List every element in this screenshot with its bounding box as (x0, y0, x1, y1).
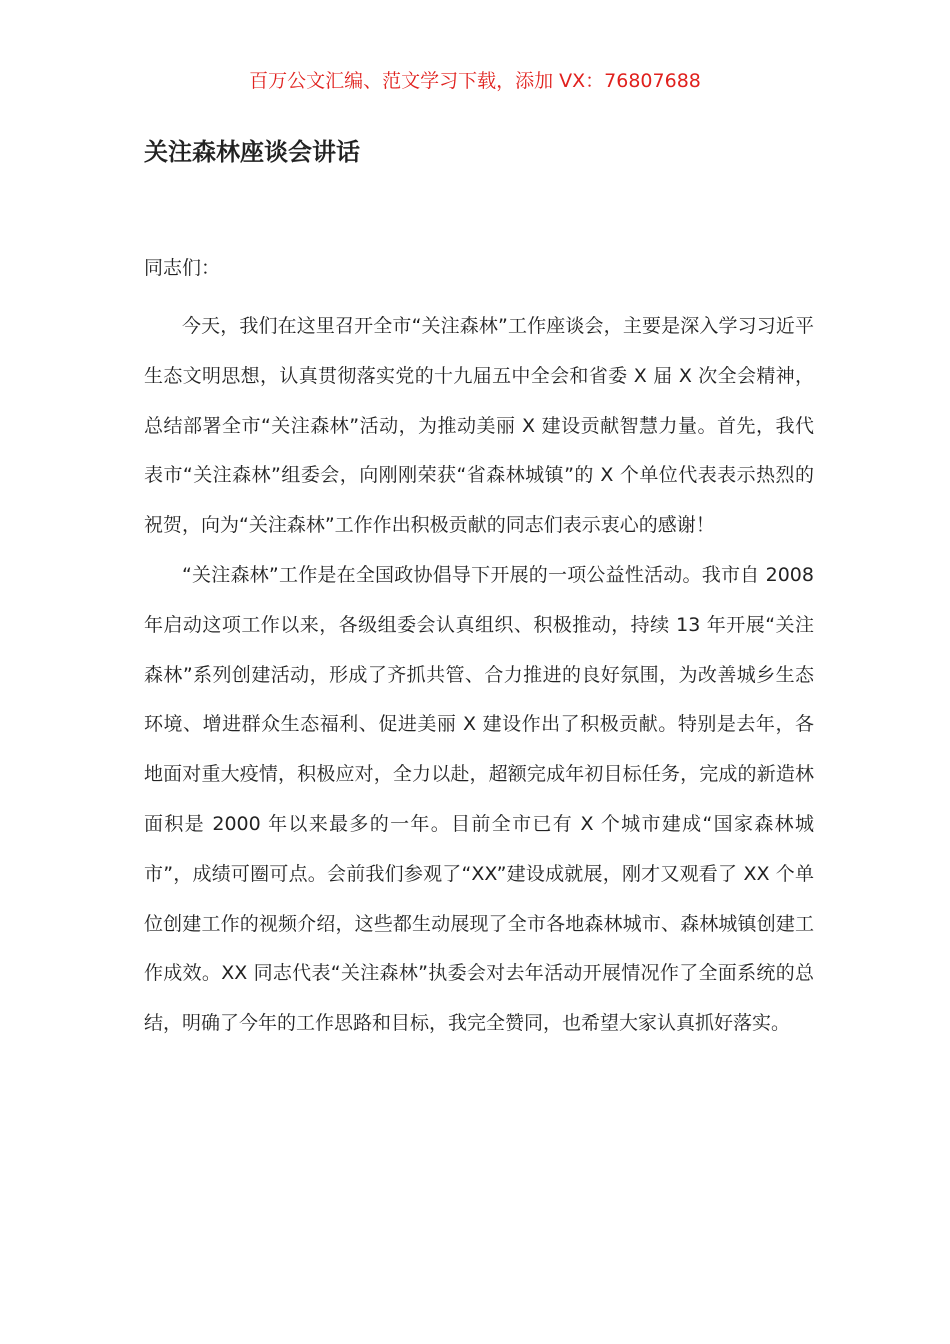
document-title: 关注森林座谈会讲话 (144, 137, 360, 166)
salutation: 同志们： (144, 257, 221, 279)
watermark-banner: 百万公文汇编、范文学习下载，添加 VX：76807688 (249, 70, 701, 92)
paragraph: “关注森林”工作是在全国政协倡导下开展的一项公益性活动。我市自 2008 年启动这项工作以来，各级组委会认真组织、积极推动，持续 13 年开展“关注森林”系列创建活动，形成了齐抓共管、合力推进的良好氛围，为改善城乡生态环境、增进群众生态福利、促进美丽 X 建设作出了积极贡献。特别是去年，各地面对重大疫情，积极应对，全力以赴，超额完成年初目标任务，完成的新造林面积是 2000 年以来最多的一年。目前全市已有 X 个城市建成“国家森林城市”，成绩可圈可点。会前我们参观了“XX”建设成就展，刚才又观看了 XX 个单位创建工作的视频介绍，这些都生动展现了全市各地森林城市、森林城镇创建工作成效。XX 同志代表“关注森林”执委会对去年活动开展情况作了全面系统的总结，明确了今年的工作思路和目标，我完全赞同，也希望大家认真抓好落实。 (144, 563, 814, 1035)
paragraph: 今天，我们在这里召开全市“关注森林”工作座谈会，主要是深入学习习近平生态文明思想，认真贯彻落实党的十九届五中全会和省委 X 届 X 次全会精神，总结部署全市“关注森林”活动，为推动美丽 X 建设贡献智慧力量。首先，我代表市“关注森林”组委会，向刚刚荣获“省森林城镇”的 X 个单位代表表示热烈的祝贺，向为“关注森林”工作作出积极贡献的同志们表示衷心的感谢！ (144, 315, 814, 537)
document-body (144, 302, 814, 1049)
